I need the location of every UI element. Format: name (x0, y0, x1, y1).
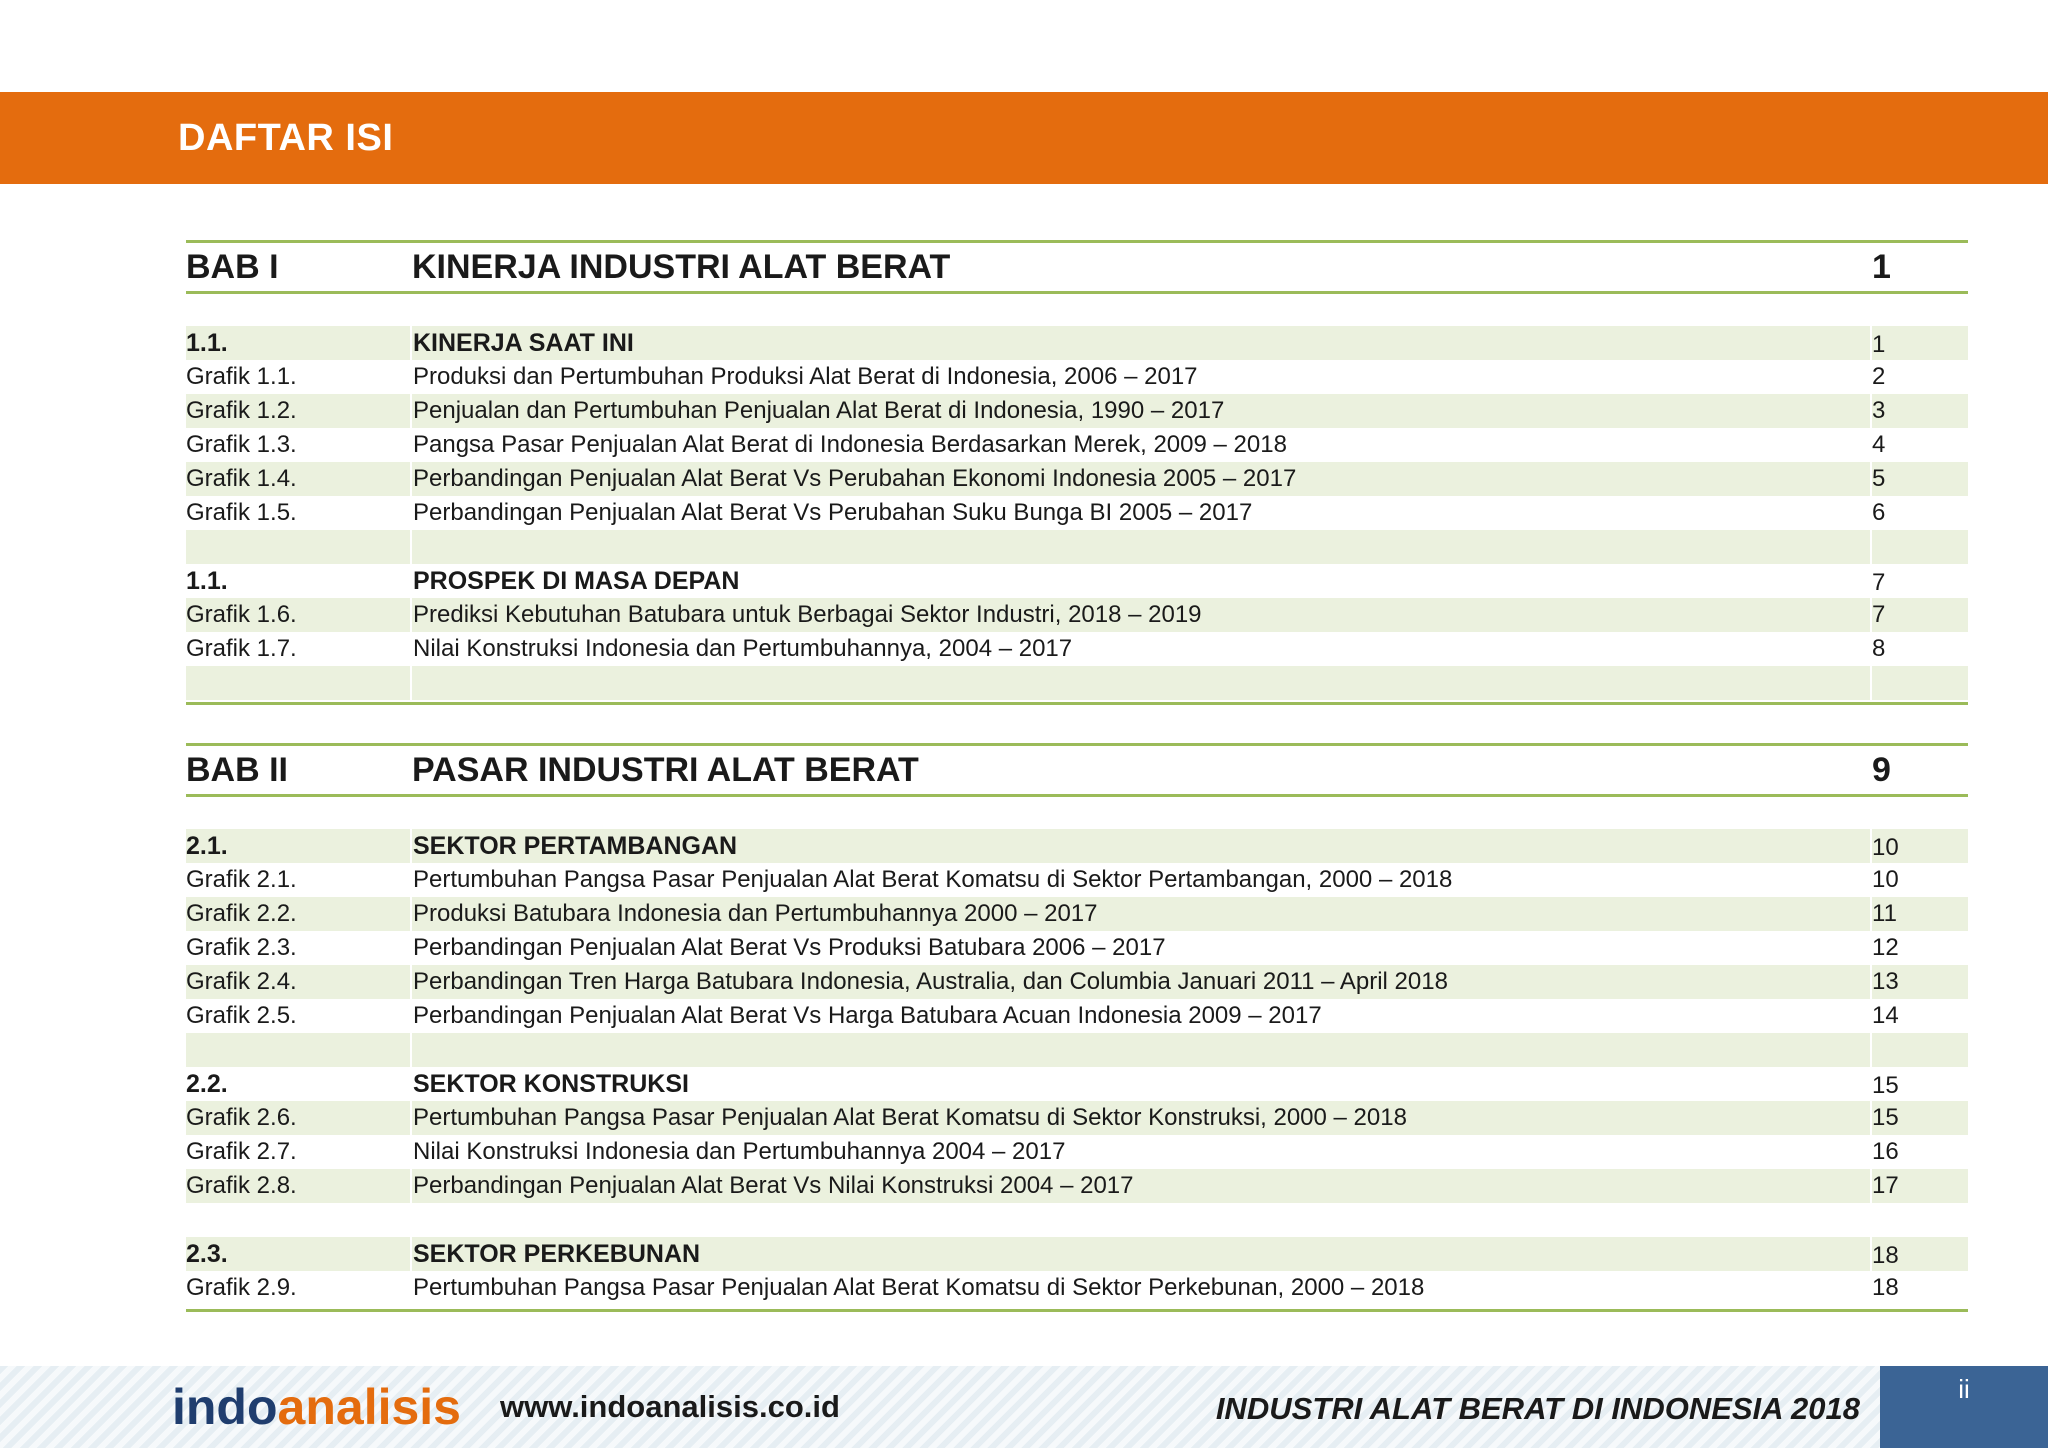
toc-chapter-2 (186, 743, 1968, 1305)
toc-item-row[interactable] (186, 1135, 1968, 1169)
page-number: ii (1958, 1374, 1970, 1404)
toc-row-page: 5 (1872, 465, 1886, 492)
toc-item-row[interactable] (186, 999, 1968, 1033)
logo-text-indo: indo (172, 1379, 278, 1435)
chapter-label: BAB I (186, 248, 279, 286)
toc-blank-row (186, 530, 1968, 564)
chapter-page: 1 (1872, 248, 1891, 286)
toc-row-number: Grafik 2.3. (186, 934, 297, 961)
toc-row-page: 14 (1872, 1002, 1899, 1029)
toc-item-row[interactable] (186, 598, 1968, 632)
toc-row-number: Grafik 2.7. (186, 1138, 297, 1165)
toc-row-page: 11 (1872, 900, 1897, 927)
toc-row-page: 10 (1872, 866, 1899, 893)
toc-row-number: Grafik 1.4. (186, 465, 297, 492)
chapter-heading (186, 743, 1968, 797)
website-link[interactable]: www.indoanalisis.co.id (500, 1389, 840, 1424)
toc-row-page: 4 (1872, 431, 1886, 458)
chapter-1-bottom-rule (186, 702, 1968, 705)
toc-row-number: Grafik 2.8. (186, 1172, 297, 1199)
toc-row-page: 16 (1872, 1138, 1899, 1165)
chapter-2-bottom-rule (186, 1309, 1968, 1312)
toc-row-title: SEKTOR PERTAMBANGAN (413, 832, 738, 860)
toc-section-row[interactable] (186, 326, 1968, 360)
toc-blank-row (186, 1033, 1968, 1067)
toc-row-page: 18 (1872, 1274, 1899, 1301)
toc-row-title: Perbandingan Penjualan Alat Berat Vs Harga Batubara Acuan Indonesia 2009 – 2017 (413, 1002, 1322, 1029)
header-band (0, 92, 2048, 184)
toc-row-title: Produksi dan Pertumbuhan Produksi Alat Berat di Indonesia, 2006 – 2017 (413, 363, 1198, 390)
toc-item-row[interactable] (186, 863, 1968, 897)
chapter-label: BAB II (186, 751, 288, 789)
toc-row-title: Pertumbuhan Pangsa Pasar Penjualan Alat Berat Komatsu di Sektor Pertambangan, 2000 – 2018 (413, 866, 1453, 893)
toc-row-title: Perbandingan Penjualan Alat Berat Vs Perubahan Ekonomi Indonesia 2005 – 2017 (413, 465, 1297, 492)
toc-row-page: 7 (1872, 601, 1886, 628)
toc-row-page: 1 (1872, 331, 1886, 358)
toc-row-number: Grafik 2.9. (186, 1274, 297, 1301)
toc-row-page: 2 (1872, 363, 1886, 390)
toc-item-row[interactable] (186, 496, 1968, 530)
toc-row-title: Nilai Konstruksi Indonesia dan Pertumbuhannya, 2004 – 2017 (413, 635, 1073, 662)
toc-item-row[interactable] (186, 632, 1968, 666)
toc-section-row[interactable] (186, 564, 1968, 598)
page-title: DAFTAR ISI (178, 117, 394, 159)
footer (0, 1366, 2048, 1448)
toc-item-row[interactable] (186, 897, 1968, 931)
toc-item-row[interactable] (186, 965, 1968, 999)
toc-row-number: Grafik 2.2. (186, 900, 297, 927)
toc-section-row[interactable] (186, 1237, 1968, 1271)
chapter-heading (186, 240, 1968, 294)
toc-row-number: 2.2. (186, 1070, 228, 1098)
toc-row-page: 7 (1872, 569, 1886, 596)
toc-item-row[interactable] (186, 931, 1968, 965)
toc-row-title: Produksi Batubara Indonesia dan Pertumbuhannya 2000 – 2017 (413, 900, 1098, 927)
toc-row-number: 1.1. (186, 567, 228, 595)
toc-row-number: Grafik 2.1. (186, 866, 297, 893)
toc-section-row[interactable] (186, 829, 1968, 863)
toc-rows (186, 326, 1968, 700)
toc-row-number: 1.1. (186, 329, 228, 357)
toc-section-row[interactable] (186, 1067, 1968, 1101)
toc-item-row[interactable] (186, 360, 1968, 394)
toc-blank-row (186, 666, 1968, 700)
toc-row-page: 8 (1872, 635, 1886, 662)
toc-row-number: Grafik 1.3. (186, 431, 297, 458)
toc-row-page: 6 (1872, 499, 1886, 526)
toc-row-title: Perbandingan Penjualan Alat Berat Vs Perubahan Suku Bunga BI 2005 – 2017 (413, 499, 1253, 526)
toc-row-number: Grafik 1.5. (186, 499, 297, 526)
toc-row-title: SEKTOR PERKEBUNAN (413, 1240, 701, 1268)
toc-row-title: KINERJA SAAT INI (413, 329, 634, 357)
toc-row-page: 10 (1872, 834, 1899, 861)
toc-item-row[interactable] (186, 428, 1968, 462)
toc-row-number: Grafik 2.6. (186, 1104, 297, 1131)
toc-row-number: Grafik 2.4. (186, 968, 297, 995)
toc-row-page: 17 (1872, 1172, 1899, 1199)
toc-row-page: 3 (1872, 397, 1886, 424)
toc-row-title: Perbandingan Tren Harga Batubara Indonesia, Australia, dan Columbia Januari 2011 – April 2018 (413, 968, 1448, 995)
toc-row-title: Perbandingan Penjualan Alat Berat Vs Produksi Batubara 2006 – 2017 (413, 934, 1166, 961)
toc-row-number: Grafik 1.2. (186, 397, 297, 424)
logo-text-analisis: analisis (277, 1379, 461, 1435)
toc-item-row[interactable] (186, 394, 1968, 428)
toc-item-row[interactable] (186, 1169, 1968, 1203)
toc-blank-row (186, 1203, 1968, 1237)
toc-row-page: 13 (1872, 968, 1899, 995)
toc-row-page: 15 (1872, 1104, 1899, 1131)
toc-row-number: 2.1. (186, 832, 228, 860)
toc-row-title: Pertumbuhan Pangsa Pasar Penjualan Alat Berat Komatsu di Sektor Konstruksi, 2000 – 2018 (413, 1104, 1407, 1131)
toc-row-page: 18 (1872, 1242, 1899, 1269)
toc-row-number: 2.3. (186, 1240, 228, 1268)
toc-row-number: Grafik 1.1. (186, 363, 297, 390)
toc-item-row[interactable] (186, 1101, 1968, 1135)
toc-row-title: Nilai Konstruksi Indonesia dan Pertumbuhannya 2004 – 2017 (413, 1138, 1066, 1165)
toc-row-page: 12 (1872, 934, 1899, 961)
toc-row-title: SEKTOR KONSTRUKSI (413, 1070, 689, 1098)
toc-row-number: Grafik 1.7. (186, 635, 297, 662)
toc-item-row[interactable] (186, 1271, 1968, 1305)
toc-row-title: Pangsa Pasar Penjualan Alat Berat di Indonesia Berdasarkan Merek, 2009 – 2018 (413, 431, 1287, 458)
toc-row-title: Pertumbuhan Pangsa Pasar Penjualan Alat Berat Komatsu di Sektor Perkebunan, 2000 – 2018 (413, 1274, 1425, 1301)
toc-row-page: 15 (1872, 1072, 1899, 1099)
toc-row-title: Penjualan dan Pertumbuhan Penjualan Alat Berat di Indonesia, 1990 – 2017 (413, 397, 1225, 424)
toc-row-number: Grafik 1.6. (186, 601, 297, 628)
indoanalisis-logo (172, 1374, 461, 1440)
chapter-title: KINERJA INDUSTRI ALAT BERAT (412, 248, 951, 286)
toc-row-title: Perbandingan Penjualan Alat Berat Vs Nilai Konstruksi 2004 – 2017 (413, 1172, 1134, 1199)
toc-row-number: Grafik 2.5. (186, 1002, 297, 1029)
toc-row-title: PROSPEK DI MASA DEPAN (413, 567, 740, 595)
toc-chapter-1 (186, 240, 1968, 700)
chapter-page: 9 (1872, 751, 1891, 789)
chapter-title: PASAR INDUSTRI ALAT BERAT (412, 751, 919, 789)
toc-row-title: Prediksi Kebutuhan Batubara untuk Berbagai Sektor Industri, 2018 – 2019 (413, 601, 1202, 628)
footer-title: INDUSTRI ALAT BERAT DI INDONESIA 2018 (1215, 1391, 1860, 1426)
page-number-box (1880, 1366, 2048, 1448)
toc-item-row[interactable] (186, 462, 1968, 496)
toc-rows (186, 829, 1968, 1305)
